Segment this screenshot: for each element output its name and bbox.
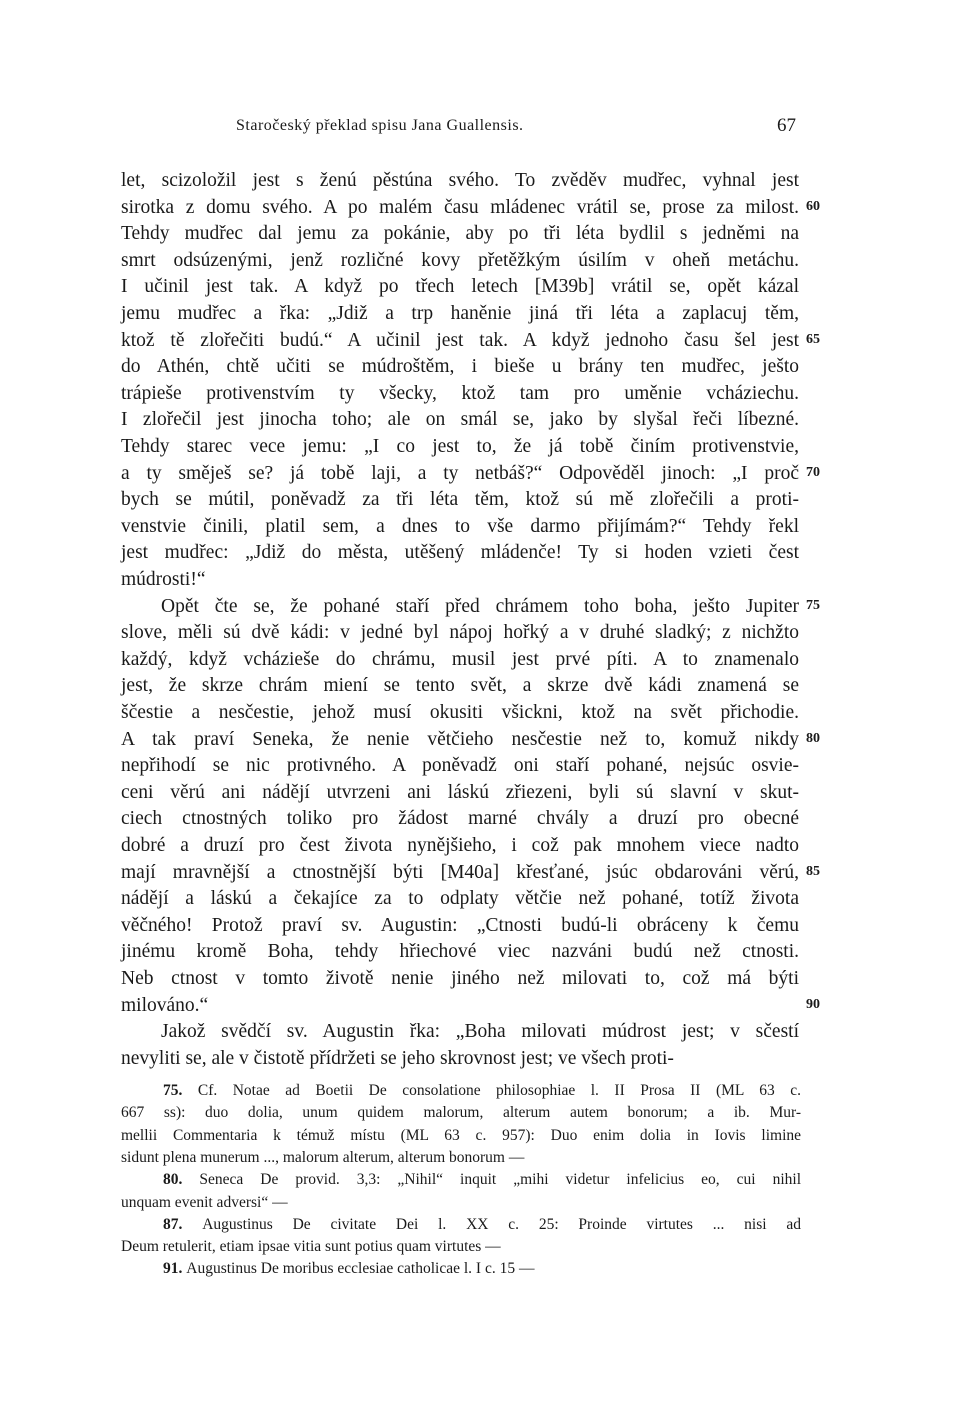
- line-number: 90: [806, 996, 820, 1012]
- line-number: 60: [806, 198, 820, 214]
- text-line: I učinil jest tak. A když po třech letech [M39b] vrátil se, opět kázal: [121, 276, 799, 298]
- text-line: nevyliti se, ale v čistotě přídržeti se jeho skrovnost jest; ve všech proti-: [121, 1047, 674, 1069]
- text-line: nepřihodí se nic protivného. A poněvadž oni staří pohané, nejsúc osvie-: [121, 755, 799, 777]
- line-number: 85: [806, 863, 820, 879]
- footnote-line: [121, 1236, 501, 1258]
- footnote-line: [121, 1125, 801, 1147]
- footnote-text: Cf. Notae ad Boetii De consolatione philosophiae l. II Prosa II (ML 63 c.: [197, 1082, 802, 1099]
- line-number: 70: [806, 464, 820, 480]
- text-line: Tehdy mudřec dal jemu za pokánie, aby po tři léta bydlil s jedněmi na: [121, 223, 799, 245]
- text-line: Tehdy starec vece jemu: „I co jest to, že já tobě činím protivenstvie,: [121, 436, 799, 457]
- text-line: Opět čte se, že pohané staří před chrámem toho boha, ješto Jupiter: [161, 595, 799, 617]
- footnote-text: mellii Commentaria k témuž místu (ML 63 c. 957): Duo enim dolia in Iovis limine: [121, 1126, 801, 1144]
- page-number: 67: [777, 115, 796, 136]
- text-line: věčného! Protož praví sv. Augustin: „Ctnosti budú-li obráceny k čemu: [121, 914, 799, 936]
- footnote-line: [163, 1258, 534, 1280]
- footnote-text: sidunt plena munerum ..., malorum alterum, alterum bonorum —: [121, 1148, 525, 1166]
- text-line: jest mudřec: „Jdiž do města, utěšený mládenče! Ty si hoden vzieti čest: [121, 542, 799, 564]
- text-line: A tak praví Seneka, že nenie větčieho nesčestie než to, komuž nikdy: [121, 728, 799, 750]
- footnote-text: Deum retulerit, etiam ipsae vitia sunt potius quam virtutes —: [121, 1238, 501, 1256]
- text-line: múdrosti!“: [121, 569, 206, 590]
- text-line: ceni věrú ani nádějí utvrzeni ani láskú zřiezeni, byli sú slavní v skut-: [121, 781, 799, 803]
- line-number: 80: [806, 730, 820, 746]
- text-line: smrt odsúzenými, jenž rozličné kovy přetěžkým úsilím v oheň metáchu.: [121, 249, 799, 271]
- text-line: jinému kromě Boha, tehdy hřiechové viec nazváni budú než ctnosti.: [121, 941, 799, 963]
- text-line: bych se mútil, poněvadž za tři léta těm, ktož sú mě zlořečili a proti-: [121, 489, 799, 511]
- footnote-text: 667 ss): duo dolia, unum quidem malorum, alterum autem bonorum; a ib. Mur-: [121, 1104, 801, 1122]
- text-line: milováno.“: [121, 994, 209, 1016]
- footnote-number: 75.: [163, 1082, 198, 1099]
- text-line: jemu mudřec a řka: „Jdiž a trp haněnie jiná tři léta a zaplacuj těm,: [121, 303, 799, 324]
- footnote-text: Seneca De provid. 3,3: „Nihil“ inquit „mihi videtur infelicius eo, cui nihil: [199, 1171, 801, 1189]
- text-line: I zlořečil jest jinocha toho; ale on smál se, jako by slyšal řeči líbezné.: [121, 409, 799, 431]
- text-line: do Athén, chtě učiti se múdroštěm, i bieše u brány ten mudřec, ješto: [121, 356, 799, 378]
- footnote-text: Augustinus De moribus ecclesiae catholicae l. I c. 15 —: [186, 1260, 535, 1278]
- line-number: 75: [806, 597, 820, 613]
- footnote-line: [121, 1192, 288, 1214]
- text-line: ktož tě zlořečiti budú.“ A učinil jest tak. A když jednoho času šel jest: [121, 329, 799, 351]
- footnote-line: [121, 1147, 524, 1169]
- footnote-number: 87.: [163, 1215, 203, 1233]
- footnote-line: [163, 1214, 801, 1236]
- line-number: 65: [806, 331, 820, 347]
- text-line: venstvie činili, platil sem, a dnes to vše darmo přijímám?“ Tehdy řekl: [121, 515, 799, 537]
- text-line: Jakož svědčí sv. Augustin řka: „Boha milovati múdrost jest; v sčestí: [161, 1021, 799, 1043]
- text-line: mají mravnější a ctnostnější býti [M40a] křesťané, jsúc obdarováni věrú,: [121, 861, 799, 883]
- text-line: Neb ctnost v tomto životě nenie jiného než milovati to, což má býti: [121, 968, 799, 989]
- text-line: nádějí a láskú a čekajíce za to odplaty větčie než pohané, totíž života: [121, 888, 799, 910]
- text-line: sirotka z domu svého. A po malém času mládenec vrátil se, prose za milost.: [121, 196, 799, 218]
- footnote-line: [163, 1169, 801, 1191]
- footnote-line: [121, 1102, 801, 1124]
- text-line: dobré a druzí pro čest života nynějšieho, i což pak mnohem viece nadto: [121, 835, 799, 856]
- text-line: ciech ctnostných toliko pro žádost marné chvály a druzí pro obecné: [121, 808, 799, 830]
- footnote-line: [163, 1080, 801, 1102]
- text-line: jest, že skrze chrám miení se tento svět, a skrze dvě kádi znamená se: [121, 675, 799, 697]
- running-header: [236, 117, 796, 141]
- text-line: slove, měli sú dvě kádi: v jedné byl nápoj hořký a v druhé sladký; z nichžto: [121, 622, 799, 644]
- running-title: Staročeský překlad spisu Jana Guallensis.: [236, 117, 524, 134]
- footnote-text: Augustinus De civitate Dei l. XX c. 25: Proinde virtutes ... nisi ad: [202, 1215, 801, 1233]
- footnote-number: 80.: [163, 1171, 200, 1189]
- text-line: a ty směješ se? já tobě laji, a ty netbáš?“ Odpověděl jinoch: „I proč: [121, 462, 799, 484]
- footnote-number: 91.: [163, 1260, 187, 1278]
- text-line: každý, když vcháziešе do chrámu, musil jest prvé píti. A to znamenalo: [121, 648, 799, 670]
- text-line: trápieše protivenstvím ty všecky, ktož tam pro uměnie vcháziechu.: [121, 382, 799, 404]
- text-line: ščestie a nesčestie, jehož musí okusiti všickni, ktož na svět přichodie.: [121, 702, 799, 723]
- footnote-text: unquam evenit adversi“ —: [121, 1193, 288, 1211]
- text-line: let, scizoložil jest s ženú pěstúna svého. To zvěděv mudřec, vyhnal jest: [121, 170, 799, 191]
